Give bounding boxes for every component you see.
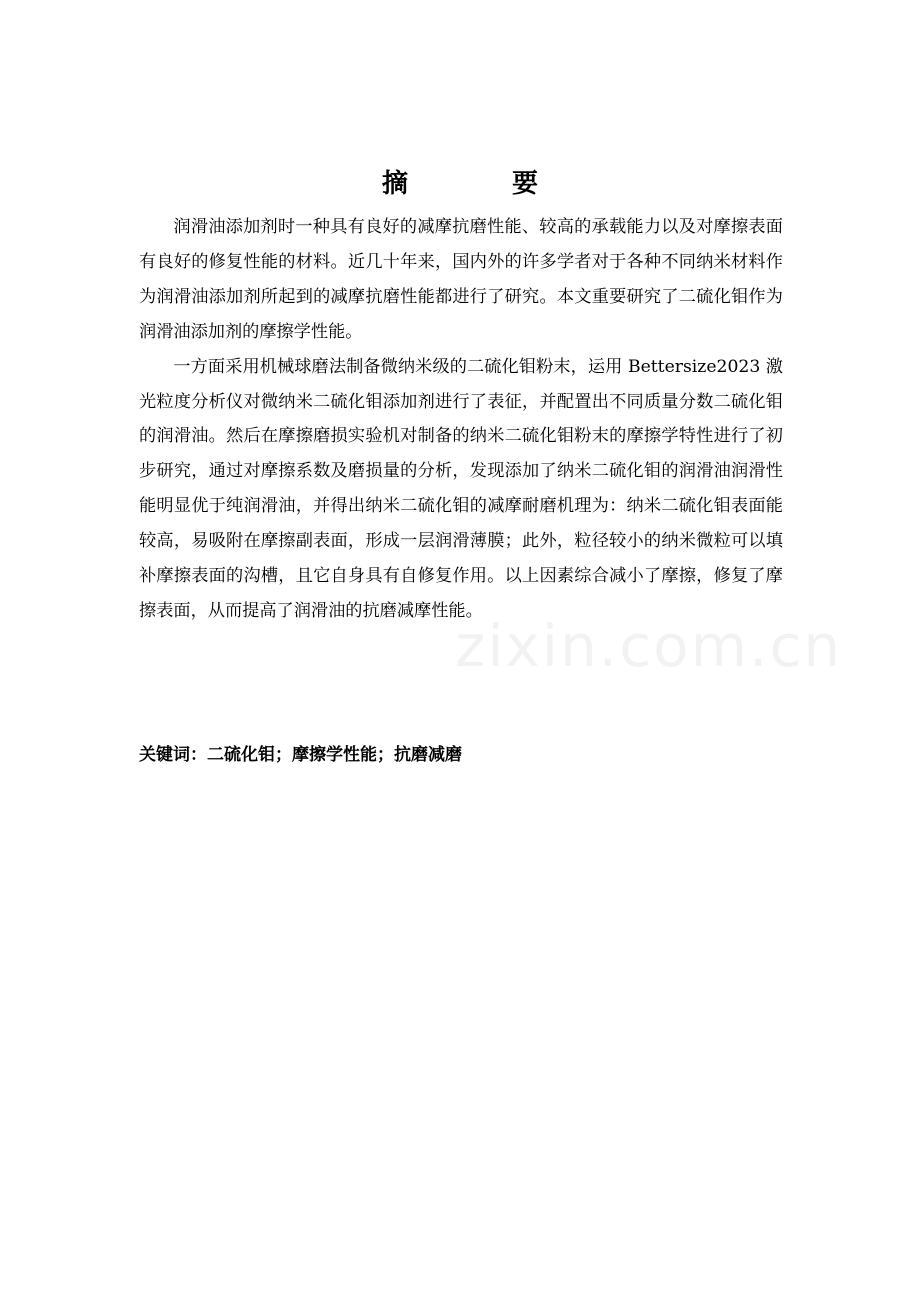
abstract-paragraph-1: 润滑油添加剂时一种具有良好的减摩抗磨性能、较高的承载能力以及对摩擦表面有良好的修复性能的材料。近几十年来，国内外的许多学者对于各种不同纳米材料作为润滑油添加剂所起到的减摩抗磨性能都进行了研究。本文重要研究了二硫化钼作为润滑油添加剂的摩擦学性能。 (139, 217, 783, 342)
abstract-body (139, 210, 783, 629)
abstract-title-left: 摘 (381, 169, 408, 199)
watermark: zixin.com.cn (455, 612, 843, 680)
abstract-title-right: 要 (512, 169, 539, 199)
keywords-line: 关键词：二硫化钼；摩擦学性能；抗磨减磨 (139, 745, 462, 765)
abstract-paragraph-2: 一方面采用机械球磨法制备微纳米级的二硫化钼粉末，运用 Bettersize2023 激光粒度分析仪对微纳米二硫化钼添加剂进行了表征，并配置出不同质量分数二硫化钼的润滑油。然后在摩擦磨损实验机对制备的纳米二硫化钼粉末的摩擦学特性进行了初步研究，通过对摩擦系数及磨损量的分析，发现添加了纳米二硫化钼的润滑油润滑性能明显优于纯润滑油，并得出纳米二硫化钼的减摩耐磨机理为：纳米二硫化钼表面能较高，易吸附在摩擦副表面，形成一层润滑薄膜；此外，粒径较小的纳米微粒可以填补摩擦表面的沟槽，且它自身具有自修复作用。以上因素综合减小了摩擦，修复了摩擦表面，从而提高了润滑油的抗磨减摩性能。 (139, 356, 783, 621)
abstract-title (0, 162, 920, 206)
